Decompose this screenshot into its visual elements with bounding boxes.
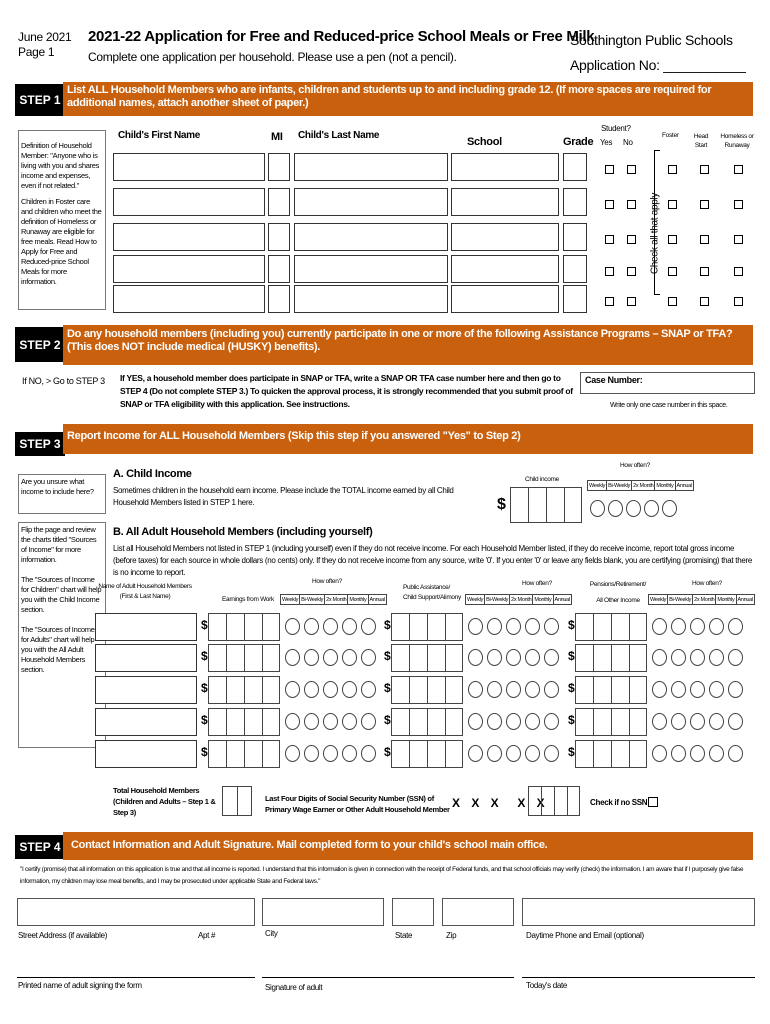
col-last-name: Child's Last Name: [298, 130, 380, 141]
frequency-radio[interactable]: [487, 618, 502, 635]
frequency-radio[interactable]: [342, 745, 357, 762]
step3-label: STEP 3: [15, 432, 65, 456]
child-mi-input[interactable]: [268, 255, 290, 283]
public-assistance-frequency-options: [468, 745, 559, 762]
street-label: Street Address (if available): [18, 931, 108, 940]
earnings-amount-input[interactable]: [208, 676, 280, 704]
frequency-radio[interactable]: [342, 649, 357, 666]
earnings-col: Earnings from Work: [222, 596, 274, 603]
dollar-sign: $: [201, 713, 208, 727]
step3-sidebar: [18, 474, 106, 514]
frequency-radio[interactable]: [342, 681, 357, 698]
child-income-input[interactable]: [510, 487, 582, 523]
frequency-radio[interactable]: [342, 713, 357, 730]
case-number-field[interactable]: [580, 372, 755, 394]
homeless-checkbox[interactable]: [734, 200, 743, 209]
adult-income-text: List all Household Members not listed in STEP 1 (including yourself) even if they do not receive income. For each Household Member listed, if they do receive income, report total gross income (before taxes) for each source in whole dollars (no cents) only. If they do not receive income from any source, write '0'. If you enter '0' or leave any fields blank, you are certifying (promising) that there is no income to report.: [113, 544, 753, 577]
dollar-sign: $: [568, 745, 575, 759]
homeless-checkbox[interactable]: [734, 235, 743, 244]
child-grade-input[interactable]: [563, 153, 587, 181]
child-first-name-input[interactable]: [113, 285, 265, 313]
frequency-radio[interactable]: [468, 649, 483, 666]
child-mi-input[interactable]: [268, 223, 290, 251]
head-start-checkbox[interactable]: [700, 200, 709, 209]
frequency-radio[interactable]: [361, 681, 376, 698]
frequency-radio[interactable]: [285, 618, 300, 635]
other-income-amount-input[interactable]: [575, 740, 647, 768]
child-income-text: Sometimes children in the household earn income. Please include the TOTAL income earned by all Child Household Members listed in STEP 1 here.: [113, 486, 454, 507]
dollar-sign: $: [384, 649, 391, 663]
frequency-radio[interactable]: [525, 745, 540, 762]
frequency-radio[interactable]: [487, 713, 502, 730]
col-head-start: Head Start: [693, 133, 709, 149]
earnings-frequency-options: [285, 681, 376, 698]
child-school-input[interactable]: [451, 223, 559, 251]
frequency-radio[interactable]: [709, 745, 724, 762]
form-subtitle: Complete one application per household. Please use a pen (not a pencil).: [88, 50, 457, 64]
student-no-checkbox[interactable]: [627, 297, 636, 306]
adult-name-input[interactable]: [95, 708, 197, 736]
earnings-amount-input[interactable]: [208, 708, 280, 736]
frequency-radio[interactable]: [323, 745, 338, 762]
frequency-radio[interactable]: [728, 681, 743, 698]
child-school-input[interactable]: [451, 153, 559, 181]
step1-sidebar: [18, 130, 106, 310]
frequency-radio[interactable]: [361, 649, 376, 666]
homeless-checkbox[interactable]: [734, 297, 743, 306]
earnings-frequency-options: [285, 745, 376, 762]
child-school-input[interactable]: [451, 285, 559, 313]
dollar-sign: $: [568, 713, 575, 727]
frequency-radio[interactable]: [671, 618, 686, 635]
public-assistance-amount-input[interactable]: [391, 708, 463, 736]
page-number: Page 1: [18, 45, 55, 59]
student-no-checkbox[interactable]: [627, 235, 636, 244]
how-often-3: How often?: [692, 580, 722, 587]
public-assist-col: Public Assistance/ Child Support/Alimony: [403, 584, 462, 601]
child-first-name-input[interactable]: [113, 223, 265, 251]
date-label: Today's date: [526, 981, 568, 990]
frequency-radio[interactable]: [506, 618, 521, 635]
col-no: No: [623, 138, 633, 147]
col-mi: MI: [271, 131, 283, 143]
frequency-radio[interactable]: [285, 713, 300, 730]
step4-label: STEP 4: [15, 835, 65, 859]
application-number: Application No: ___________: [570, 57, 746, 73]
freq-weekly-radio[interactable]: [590, 500, 605, 517]
frequency-radio[interactable]: [323, 649, 338, 666]
other-income-frequency-options: [652, 713, 743, 730]
if-no-go-step3: If NO, > Go to STEP 3: [22, 376, 105, 386]
freq-biweekly-radio[interactable]: [608, 500, 623, 517]
frequency-radio[interactable]: [652, 618, 667, 635]
child-mi-input[interactable]: [268, 285, 290, 313]
public-assistance-frequency-options: [468, 713, 559, 730]
city-field[interactable]: [262, 898, 384, 926]
frequency-radio[interactable]: [285, 745, 300, 762]
student-yes-checkbox[interactable]: [605, 165, 614, 174]
printed-name-line[interactable]: [17, 977, 255, 978]
child-dollar-sign: $: [497, 496, 506, 513]
frequency-radio[interactable]: [342, 618, 357, 635]
col-grade: Grade: [563, 136, 594, 148]
other-income-frequency-options: [652, 649, 743, 666]
public-freq-header: Weekly Bi-Weekly 2x Month Monthly Annual: [465, 594, 572, 605]
frequency-radio[interactable]: [525, 649, 540, 666]
city-label: City: [265, 929, 278, 938]
other-income-amount-input[interactable]: [575, 644, 647, 672]
student-no-checkbox[interactable]: [627, 165, 636, 174]
homeless-checkbox[interactable]: [734, 267, 743, 276]
pensions-freq-header: Weekly Bi-Weekly 2x Month Monthly Annual: [648, 594, 755, 605]
dollar-sign: $: [384, 745, 391, 759]
earnings-frequency-options: [285, 649, 376, 666]
head-start-checkbox[interactable]: [700, 267, 709, 276]
frequency-radio[interactable]: [506, 713, 521, 730]
head-start-checkbox[interactable]: [700, 235, 709, 244]
how-often-label: How often?: [620, 462, 650, 469]
frequency-radio[interactable]: [652, 745, 667, 762]
frequency-radio[interactable]: [544, 618, 559, 635]
frequency-radio[interactable]: [361, 713, 376, 730]
child-income-title: A. Child Income: [113, 468, 192, 480]
how-often-1: How often?: [312, 578, 342, 585]
child-first-name-input[interactable]: [113, 255, 265, 283]
frequency-radio[interactable]: [304, 681, 319, 698]
total-members-label: Total Household Members (Children and Adults – Step 1 & Step 3): [113, 786, 216, 817]
child-freq-header: Weekly Bi-Weekly 2x Month Monthly Annual: [587, 480, 694, 491]
student-yes-checkbox[interactable]: [605, 200, 614, 209]
signature-label: Signature of adult: [265, 983, 323, 992]
frequency-radio[interactable]: [728, 745, 743, 762]
child-last-name-input[interactable]: [294, 285, 448, 313]
frequency-radio[interactable]: [506, 745, 521, 762]
other-income-frequency-options: [652, 745, 743, 762]
printed-name-label: Printed name of adult signing the form: [18, 981, 142, 990]
pensions-col: Pensions/Retirement/ All Other Income: [589, 581, 647, 604]
earnings-frequency-options: [285, 618, 376, 635]
col-first-name: Child's First Name: [118, 130, 200, 141]
frequency-radio[interactable]: [304, 618, 319, 635]
step1-label: STEP 1: [15, 84, 65, 116]
phone-email-field[interactable]: [522, 898, 755, 926]
step2-label: STEP 2: [15, 327, 65, 362]
frequency-radio[interactable]: [690, 681, 705, 698]
frequency-radio[interactable]: [652, 713, 667, 730]
col-school: School: [467, 136, 502, 148]
student-yes-checkbox[interactable]: [605, 235, 614, 244]
foster-note: Children in Foster care and children who meet the definition of Homeless or Runaway are eligible for free meals. Read How to Apply for Free and Reduced-price School Meals for more information.: [21, 197, 102, 286]
child-grade-input[interactable]: [563, 188, 587, 216]
other-income-amount-input[interactable]: [575, 708, 647, 736]
frequency-radio[interactable]: [671, 649, 686, 666]
dollar-sign: $: [568, 681, 575, 695]
ssn-label: Last Four Digits of Social Security Number (SSN) of Primary Wage Earner or Other Adult Household Member: [265, 794, 450, 814]
adult-name-input[interactable]: [95, 644, 197, 672]
frequency-radio[interactable]: [323, 713, 338, 730]
frequency-radio[interactable]: [709, 649, 724, 666]
other-income-frequency-options: [652, 681, 743, 698]
child-last-name-input[interactable]: [294, 223, 448, 251]
other-income-frequency-options: [652, 618, 743, 635]
zip-label: Zip: [446, 931, 457, 940]
earnings-frequency-options: [285, 713, 376, 730]
case-number-note: Write only one case number in this space.: [610, 402, 728, 409]
earnings-amount-input[interactable]: [208, 613, 280, 641]
dollar-sign: $: [201, 618, 208, 632]
frequency-radio[interactable]: [728, 713, 743, 730]
state-field[interactable]: [392, 898, 434, 926]
child-last-name-input[interactable]: [294, 255, 448, 283]
date-line[interactable]: [522, 977, 755, 978]
frequency-radio[interactable]: [487, 649, 502, 666]
child-first-name-input[interactable]: [113, 188, 265, 216]
household-definition: Definition of Household Member: "Anyone who is living with you and shares income and expenses, even if not related.": [21, 141, 100, 190]
frequency-radio[interactable]: [506, 649, 521, 666]
dollar-sign: $: [568, 618, 575, 632]
child-grade-input[interactable]: [563, 285, 587, 313]
public-assistance-amount-input[interactable]: [391, 644, 463, 672]
street-address-field[interactable]: [17, 898, 255, 926]
frequency-radio[interactable]: [487, 745, 502, 762]
frequency-radio[interactable]: [468, 618, 483, 635]
frequency-radio[interactable]: [323, 681, 338, 698]
student-no-checkbox[interactable]: [627, 200, 636, 209]
col-yes: Yes: [600, 138, 613, 147]
frequency-radio[interactable]: [544, 713, 559, 730]
freq-2xmonth-radio[interactable]: [626, 500, 641, 517]
child-first-name-input[interactable]: [113, 153, 265, 181]
frequency-radio[interactable]: [285, 649, 300, 666]
ssn-masked: X X X X X: [452, 796, 549, 810]
child-last-name-input[interactable]: [294, 153, 448, 181]
foster-checkbox[interactable]: [668, 165, 677, 174]
public-assistance-amount-input[interactable]: [391, 740, 463, 768]
public-assistance-amount-input[interactable]: [391, 613, 463, 641]
public-assistance-frequency-options: [468, 681, 559, 698]
public-assistance-amount-input[interactable]: [391, 676, 463, 704]
frequency-radio[interactable]: [690, 649, 705, 666]
how-often-2: How often?: [522, 580, 552, 587]
dollar-sign: $: [384, 681, 391, 695]
public-assistance-frequency-options: [468, 649, 559, 666]
adult-income-chart-note: The "Sources of Income for Adults" chart will help you with the All Adult Household Members section.: [21, 625, 95, 674]
foster-checkbox[interactable]: [668, 235, 677, 244]
adult-name-input[interactable]: [95, 613, 197, 641]
frequency-radio[interactable]: [506, 681, 521, 698]
frequency-radio[interactable]: [690, 745, 705, 762]
adult-name-input[interactable]: [95, 740, 197, 768]
adult-income-title: B. All Adult Household Members (including yourself): [113, 526, 373, 538]
frequency-radio[interactable]: [709, 618, 724, 635]
dollar-sign: $: [201, 745, 208, 759]
frequency-radio[interactable]: [652, 681, 667, 698]
district-name: Southington Public Schools: [570, 32, 733, 48]
apt-label: Apt #: [198, 931, 216, 940]
student-yes-checkbox[interactable]: [605, 297, 614, 306]
frequency-radio[interactable]: [671, 713, 686, 730]
frequency-radio[interactable]: [304, 649, 319, 666]
flip-page-note: Flip the page and review the charts titled "Sources of Income" for more information.: [21, 525, 97, 564]
child-grade-input[interactable]: [563, 223, 587, 251]
foster-checkbox[interactable]: [668, 267, 677, 276]
frequency-radio[interactable]: [285, 681, 300, 698]
frequency-radio[interactable]: [709, 713, 724, 730]
homeless-checkbox[interactable]: [734, 165, 743, 174]
frequency-radio[interactable]: [544, 681, 559, 698]
frequency-radio[interactable]: [690, 713, 705, 730]
dollar-sign: $: [568, 649, 575, 663]
child-grade-input[interactable]: [563, 255, 587, 283]
step3-sidebar-2: [18, 522, 106, 748]
certification-text: "I certify (promise) that all information on this application is true and that all income is reported. I understand that this information is given in connection with the receipt of Federal funds, and that school officials may verify (check) the information. I am aware that if I purposely give false information, my children may lose meal benefits, and I may be prosecuted under applicable State and Federal laws.": [20, 866, 744, 885]
total-members-input[interactable]: [222, 786, 252, 816]
step1-title: List ALL Household Members who are infants, children and students up to and including grade 12. (If more spaces are required for additional names, attach another sheet of paper.): [63, 82, 753, 116]
freq-annual-radio[interactable]: [662, 500, 677, 517]
child-school-input[interactable]: [451, 255, 559, 283]
child-mi-input[interactable]: [268, 153, 290, 181]
frequency-radio[interactable]: [525, 713, 540, 730]
dollar-sign: $: [384, 618, 391, 632]
frequency-radio[interactable]: [468, 713, 483, 730]
other-income-amount-input[interactable]: [575, 613, 647, 641]
head-start-checkbox[interactable]: [700, 297, 709, 306]
frequency-radio[interactable]: [304, 745, 319, 762]
form-date: June 2021: [18, 30, 72, 44]
frequency-radio[interactable]: [544, 649, 559, 666]
earnings-amount-input[interactable]: [208, 740, 280, 768]
frequency-radio[interactable]: [304, 713, 319, 730]
step4-title: Contact Information and Adult Signature. Mail completed form to your child's school main office.: [63, 832, 753, 860]
frequency-radio[interactable]: [544, 745, 559, 762]
frequency-radio[interactable]: [671, 681, 686, 698]
frequency-radio[interactable]: [323, 618, 338, 635]
frequency-radio[interactable]: [361, 745, 376, 762]
no-ssn-checkbox[interactable]: [648, 797, 658, 807]
no-ssn-label: Check if no SSN: [590, 798, 648, 807]
check-all-label: Check all that apply: [649, 192, 661, 275]
col-homeless: Homeless or Runaway: [720, 133, 754, 149]
freq-monthly-radio[interactable]: [644, 500, 659, 517]
col-foster: Foster: [662, 132, 679, 139]
frequency-radio[interactable]: [652, 649, 667, 666]
earnings-freq-header: Weekly Bi-Weekly 2x Month Monthly Annual: [280, 594, 387, 605]
frequency-radio[interactable]: [487, 681, 502, 698]
public-assistance-frequency-options: [468, 618, 559, 635]
dollar-sign: $: [201, 649, 208, 663]
frequency-radio[interactable]: [728, 618, 743, 635]
frequency-radio[interactable]: [709, 681, 724, 698]
other-income-amount-input[interactable]: [575, 676, 647, 704]
earnings-amount-input[interactable]: [208, 644, 280, 672]
student-no-checkbox[interactable]: [627, 267, 636, 276]
dollar-sign: $: [384, 713, 391, 727]
student-yes-checkbox[interactable]: [605, 267, 614, 276]
frequency-radio[interactable]: [525, 618, 540, 635]
dollar-sign: $: [201, 681, 208, 695]
child-freq-options: [590, 500, 677, 517]
snap-instructions: If YES, a household member does participate in SNAP or TFA, write a SNAP OR TFA case number here and then go to STEP 4 (Do not complete STEP 3.) To quicken the approval process, it is strongly recommended that you submit proof of SNAP or TFA eligibility with this application. See instructions.: [120, 373, 573, 409]
phone-label: Daytime Phone and Email (optional): [526, 931, 644, 940]
child-school-input[interactable]: [451, 188, 559, 216]
foster-checkbox[interactable]: [668, 200, 677, 209]
step3-title: Report Income for ALL Household Members (Skip this step if you answered "Yes" to Step 2): [63, 424, 753, 454]
state-label: State: [395, 931, 413, 940]
ssn-input[interactable]: [528, 786, 580, 816]
child-income-label: Child income: [525, 476, 559, 483]
unsure-income-note: Are you unsure what income to include here?: [21, 477, 94, 496]
case-number-label: Case Number:: [585, 375, 643, 385]
step2-title: Do any household members (including you) currently participate in one or more of the following Assistance Programs – SNAP or TFA? (This does NOT include medical (HUSKY) benefits).: [63, 325, 753, 365]
frequency-radio[interactable]: [361, 618, 376, 635]
frequency-radio[interactable]: [468, 681, 483, 698]
child-last-name-input[interactable]: [294, 188, 448, 216]
adult-name-input[interactable]: [95, 676, 197, 704]
child-mi-input[interactable]: [268, 188, 290, 216]
frequency-radio[interactable]: [690, 618, 705, 635]
frequency-radio[interactable]: [525, 681, 540, 698]
frequency-radio[interactable]: [468, 745, 483, 762]
foster-checkbox[interactable]: [668, 297, 677, 306]
head-start-checkbox[interactable]: [700, 165, 709, 174]
frequency-radio[interactable]: [728, 649, 743, 666]
form-title: 2021-22 Application for Free and Reduced-price School Meals or Free Milk: [88, 28, 595, 45]
frequency-radio[interactable]: [671, 745, 686, 762]
child-income-chart-note: The "Sources of Income for Children" chart will help you with the Child Income section.: [21, 575, 102, 614]
signature-line[interactable]: [262, 977, 514, 978]
adult-name-col: Name of Adult Household Members (First & Last Name): [98, 583, 192, 600]
col-student: Student?: [601, 124, 631, 133]
zip-field[interactable]: [442, 898, 514, 926]
